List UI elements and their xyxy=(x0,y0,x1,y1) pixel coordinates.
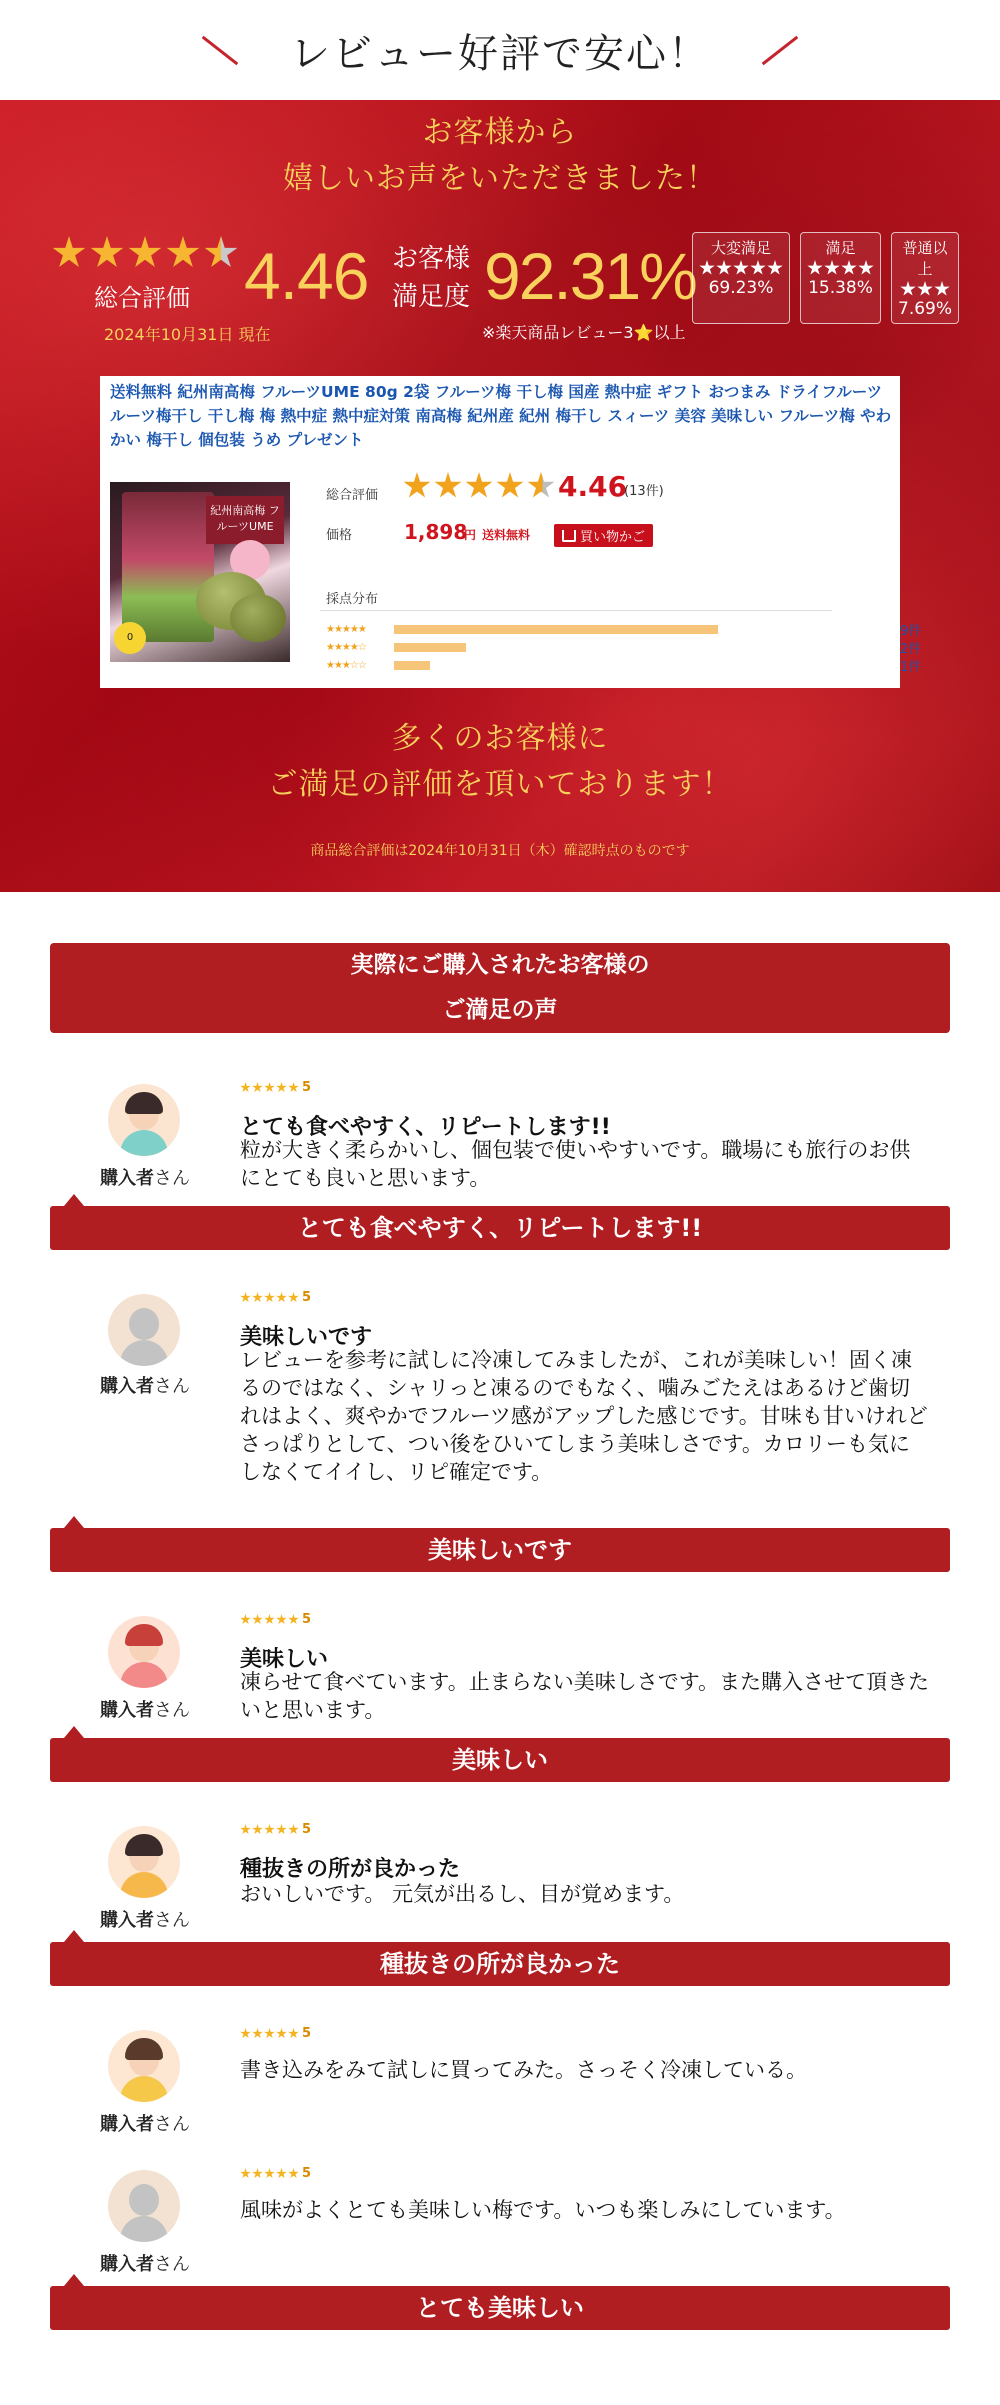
overall-rating-score: 4.46 xyxy=(244,239,369,313)
avatar-hair xyxy=(125,2038,163,2060)
distribution-box xyxy=(891,232,959,324)
review-title: とても食べやすく、リピートします!! xyxy=(240,1115,611,1140)
star-icon xyxy=(264,2168,275,2179)
distribution-row xyxy=(326,624,922,639)
avatar-hair xyxy=(125,2178,163,2200)
review-headline: とても食べやすく、リピートします!! xyxy=(297,1214,703,1242)
add-to-cart-button[interactable] xyxy=(554,524,653,547)
distribution-row-stars: ★★★★★ xyxy=(326,624,366,635)
overall-rating-label: 総合評価 xyxy=(94,284,190,312)
distribution-percent: 69.23% xyxy=(708,278,774,298)
product-image[interactable] xyxy=(110,482,290,662)
star-icon xyxy=(252,1082,263,1093)
avatar-body xyxy=(120,2076,168,2102)
star-icon xyxy=(750,260,766,276)
star-icon xyxy=(252,2168,263,2179)
review-headline-bar xyxy=(50,1206,950,1250)
star-icon xyxy=(252,2028,263,2039)
review-rating-value: 5 xyxy=(302,2026,312,2041)
reviews-banner xyxy=(50,943,950,1033)
review-headline-bar xyxy=(50,2286,950,2330)
distribution-bar xyxy=(394,643,466,652)
reviewer-name: 購入者さん xyxy=(100,2254,190,2275)
currency-label: 円 xyxy=(464,528,477,542)
review-star-rating xyxy=(240,1612,311,1627)
distribution-label: 大変満足 xyxy=(710,239,771,257)
speech-pointer xyxy=(64,1930,84,1942)
default-gray-avatar xyxy=(108,1294,180,1366)
star-icon xyxy=(264,2028,275,2039)
product-review-panel xyxy=(100,376,922,688)
satisfaction-value: 92.31% xyxy=(484,239,696,313)
price-label: 価格 xyxy=(326,528,353,543)
distribution-bar xyxy=(394,625,718,634)
speech-pointer xyxy=(64,1516,84,1528)
hero-title xyxy=(0,100,1000,202)
section-header xyxy=(0,0,1000,100)
star-icon xyxy=(264,1292,275,1303)
distribution-label: 普通以上 xyxy=(902,239,948,278)
package-label: 紀州南高梅 フルーツUME xyxy=(206,496,284,544)
review-headline-bar xyxy=(50,1738,950,1782)
hero-bottom-line1: 多くのお客様に xyxy=(391,721,609,756)
review-headline: 美味しいです xyxy=(428,1536,572,1564)
hero-title-line2: 嬉しいお声をいただきました！ xyxy=(283,161,717,196)
zero-badge: 0 xyxy=(114,622,146,654)
star-icon xyxy=(288,1082,299,1093)
avatar-hair xyxy=(125,1624,163,1646)
review-rating-value: 5 xyxy=(302,1080,312,1095)
star-icon xyxy=(465,472,493,500)
star-icon xyxy=(496,472,524,500)
half-star-icon xyxy=(204,236,238,270)
avatar-body xyxy=(120,2216,168,2242)
star-icon xyxy=(264,1082,275,1093)
review-star-rating xyxy=(240,1290,311,1305)
star-icon xyxy=(240,2028,251,2039)
satisfaction-label: お客様 満足度 xyxy=(392,244,471,312)
star-icon xyxy=(733,260,749,276)
star-icon xyxy=(288,1292,299,1303)
reviewer-name: 購入者さん xyxy=(100,1910,190,1931)
star-icon xyxy=(699,260,715,276)
umeboshi-graphic xyxy=(230,594,286,642)
star-icon xyxy=(252,1614,263,1625)
review-title: 美味しい xyxy=(240,1647,329,1672)
overall-star-rating xyxy=(52,236,238,270)
avatar-hair xyxy=(125,1834,163,1856)
reviewer-name: 購入者さん xyxy=(100,1376,190,1397)
reviews-banner-line2: ご満足の声 xyxy=(442,997,558,1023)
distribution-bar xyxy=(394,661,430,670)
distribution-box xyxy=(692,232,790,324)
distribution-count-link[interactable]: 9件 xyxy=(900,624,922,639)
product-price: 1,898 xyxy=(404,520,468,544)
cart-button-label: 買い物かご xyxy=(580,530,646,545)
product-star-rating xyxy=(403,472,555,500)
star-icon xyxy=(240,2168,251,2179)
star-icon xyxy=(276,2028,287,2039)
half-star-icon xyxy=(527,472,555,500)
hero-title-line1: お客様から xyxy=(422,115,578,150)
review-body: おいしいです。 元気が出るし、目が覚めます。 xyxy=(240,1882,685,1906)
review-note: ※楽天商品レビュー3⭐以上 xyxy=(482,323,686,342)
review-star-rating xyxy=(240,1080,311,1095)
distribution-label: 採点分布 xyxy=(326,592,379,607)
star-icon xyxy=(841,260,857,276)
reviews-banner-line1: 実際にご購入されたお客様の xyxy=(350,952,650,978)
review-title: 種抜きの所が良かった xyxy=(240,1857,461,1882)
review-rating-value: 5 xyxy=(302,2166,312,2181)
star-icon xyxy=(240,1082,251,1093)
distribution-bar-track xyxy=(394,643,754,652)
avatar-body xyxy=(120,1662,168,1688)
star-icon xyxy=(276,1614,287,1625)
man-yellow-avatar xyxy=(108,2030,180,2102)
star-icon xyxy=(252,1292,263,1303)
star-icon xyxy=(288,2028,299,2039)
review-headline: 種抜きの所が良かった xyxy=(380,1950,620,1978)
review-body: 風味がよくとても美味しい梅です。いつも楽しみにしています。 xyxy=(240,2198,846,2222)
star-icon xyxy=(128,236,162,270)
distribution-count-link[interactable]: 2件 xyxy=(900,642,922,657)
avatar-body xyxy=(120,1130,168,1156)
distribution-percent: 15.38% xyxy=(808,278,873,298)
divider xyxy=(320,610,832,611)
product-rating-score: 4.46 xyxy=(558,470,628,503)
hero-banner xyxy=(0,100,1000,892)
speech-pointer xyxy=(64,1194,84,1206)
woman-orange-avatar xyxy=(108,1826,180,1898)
distribution-bar-track xyxy=(394,661,754,670)
hero-footnote: 商品総合評価は2024年10月31日（木）確認時点のものです xyxy=(310,843,690,859)
review-rating-value: 5 xyxy=(302,1822,312,1837)
star-icon xyxy=(434,472,462,500)
reviewer-name: 購入者さん xyxy=(100,2114,190,2135)
speech-pointer xyxy=(64,2274,84,2286)
star-icon xyxy=(288,1614,299,1625)
review-body: レビューを参考に試しに冷凍してみましたが、これが美味しい！固く凍るのではなく、シャリっと凍るのでもなく、噛みごたえはあるけど歯切れはよく、爽やかでフルーツ感がアップした感じです。甘味も甘いけれどさっぱりとして、つい後をひいてしまう美味しさです。カロリーも気にしなくてイイし、リピ確定です。 xyxy=(240,1348,928,1484)
avatar-hair xyxy=(125,1302,163,1324)
star-icon xyxy=(252,1824,263,1835)
distribution-row xyxy=(326,660,922,675)
woman-teal-avatar xyxy=(108,1084,180,1156)
star-icon xyxy=(934,281,950,297)
star-icon xyxy=(276,2168,287,2179)
distribution-count-link[interactable]: 1件 xyxy=(900,660,922,675)
review-headline: 美味しい xyxy=(452,1746,548,1774)
review-headline-bar xyxy=(50,1528,950,1572)
star-icon xyxy=(807,260,823,276)
review-star-rating xyxy=(240,2166,311,2181)
rating-date: 2024年10月31日 現在 xyxy=(104,325,271,344)
reviewer-name: 購入者さん xyxy=(100,1700,190,1721)
avatar-body xyxy=(120,1340,168,1366)
distribution-row xyxy=(326,642,922,657)
star-icon xyxy=(824,260,840,276)
review-title: 美味しいです xyxy=(240,1325,373,1350)
star-icon xyxy=(52,236,86,270)
star-icon xyxy=(276,1082,287,1093)
star-icon xyxy=(858,260,874,276)
star-icon xyxy=(276,1824,287,1835)
review-star-rating xyxy=(240,1822,311,1837)
distribution-box xyxy=(800,232,881,324)
distribution-label: 満足 xyxy=(825,239,856,257)
distribution-row-stars: ★★★☆☆ xyxy=(326,660,366,671)
rating-label: 総合評価 xyxy=(326,488,379,503)
avatar-body xyxy=(120,1872,168,1898)
star-icon xyxy=(716,260,732,276)
distribution-row-stars: ★★★★☆ xyxy=(326,642,366,653)
decorative-slash-right xyxy=(762,35,799,64)
avatar-hair xyxy=(125,1092,163,1114)
distribution-percent: 7.69% xyxy=(898,299,953,319)
star-icon xyxy=(917,281,933,297)
review-rating-value: 5 xyxy=(302,1290,312,1305)
review-headline-bar xyxy=(50,1942,950,1986)
hero-bottom-message xyxy=(0,716,1000,808)
woman-redhair-avatar xyxy=(108,1616,180,1688)
review-body: 書き込みをみて試しに買ってみた。さっそく冷凍している。 xyxy=(240,2058,807,2082)
star-icon xyxy=(403,472,431,500)
star-icon xyxy=(240,1614,251,1625)
review-body: 粒が大きく柔らかいし、個包装で使いやすいです。職場にも旅行のお供にとても良いと思います。 xyxy=(240,1138,911,1190)
star-icon xyxy=(264,1614,275,1625)
distribution-bar-track xyxy=(394,625,754,634)
star-icon xyxy=(276,1292,287,1303)
review-star-rating xyxy=(240,2026,311,2041)
star-icon xyxy=(288,1824,299,1835)
speech-pointer xyxy=(64,1726,84,1738)
star-icon xyxy=(240,1824,251,1835)
star-icon xyxy=(240,1292,251,1303)
review-headline: とても美味しい xyxy=(416,2294,584,2322)
review-body: 凍らせて食べています。止まらない美味しさです。また購入させて頂きたいと思います。 xyxy=(240,1670,930,1722)
rating-distribution xyxy=(692,232,959,324)
star-icon xyxy=(264,1824,275,1835)
distribution-stars xyxy=(807,260,874,276)
star-icon xyxy=(90,236,124,270)
package-graphic xyxy=(122,492,214,642)
cart-icon xyxy=(562,530,576,542)
star-icon xyxy=(900,281,916,297)
star-icon xyxy=(288,2168,299,2179)
star-icon xyxy=(767,260,783,276)
hero-bottom-line2: ご満足の評価を頂いております！ xyxy=(267,767,733,802)
review-rating-value: 5 xyxy=(302,1612,312,1627)
distribution-stars xyxy=(699,260,783,276)
reviewer-name: 購入者さん xyxy=(100,1168,190,1189)
distribution-stars xyxy=(898,281,952,297)
review-count-link[interactable]: (13件) xyxy=(624,484,664,499)
decorative-slash-left xyxy=(202,35,239,64)
page-title: レビュー好評で安心！ xyxy=(290,30,710,77)
shipping-label: 送料無料 xyxy=(482,528,531,542)
star-icon xyxy=(166,236,200,270)
default-gray-avatar xyxy=(108,2170,180,2242)
product-title-link[interactable]: 送料無料 紀州南高梅 フルーツUME 80g 2袋 フルーツ梅 干し梅 国産 熱中症 ギフト おつまみ ドライフルーツ ルーツ梅干し 干し梅 梅 熱中症 熱中症対策 南高梅 紀州産 紀州 梅干し スィーツ 美容 美味しい フルーツ梅 やわかい 梅干し 個包装 うめ プレゼント xyxy=(110,383,892,449)
